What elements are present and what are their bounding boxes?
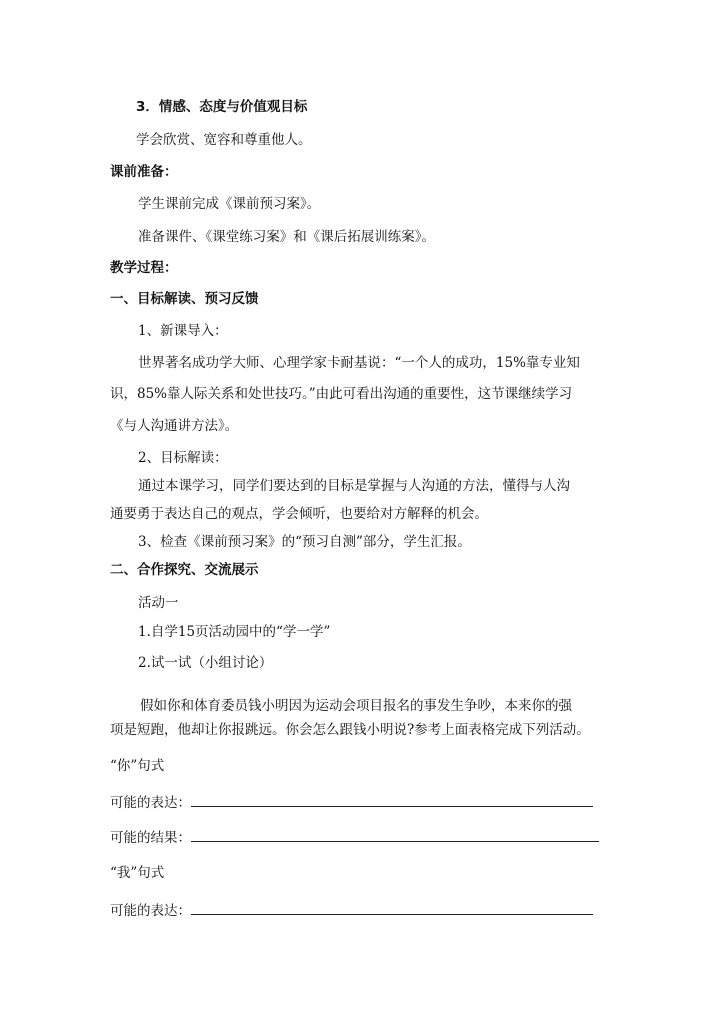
prep-item-2: 准备课件、《课堂练习案》和《课后拓展训练案》。 bbox=[138, 229, 435, 245]
process-heading: 教学过程： bbox=[110, 260, 178, 276]
result-answer-line[interactable] bbox=[191, 827, 599, 842]
goal-line-1: 通过本课学习，同学们要达到的目标是掌握与人沟通的方法，懂得与人沟 bbox=[138, 478, 570, 494]
me-expression-row bbox=[110, 900, 593, 920]
possible-expression-label-2: 可能的表达： bbox=[110, 903, 191, 919]
section1-item3: 3、检查《课前预习案》的“预习自测”部分，学生汇报。 bbox=[138, 534, 471, 550]
intro-line-3: 《与人沟通讲方法》。 bbox=[110, 418, 239, 434]
section2-heading: 二、合作探究、交流展示 bbox=[110, 562, 259, 578]
goal3-heading: 3．情感、态度与价值观目标 bbox=[136, 99, 308, 115]
intro-line-2: 识，85%靠人际关系和处世技巧。”由此可看出沟通的重要性，这节课继续学习 bbox=[110, 386, 573, 402]
activity-item-2: 2.试一试（小组讨论） bbox=[138, 655, 273, 671]
you-result-row bbox=[110, 827, 599, 847]
goal-line-2: 通要勇于表达自己的观点，学会倾听，也要给对方解释的机会。 bbox=[110, 506, 488, 522]
activity-1-label: 活动一 bbox=[138, 595, 179, 611]
section1-item1: 1、新课导入： bbox=[138, 323, 228, 339]
you-expression-row bbox=[110, 792, 593, 812]
expression-answer-line-2[interactable] bbox=[191, 900, 593, 915]
you-pattern-label: “你”句式 bbox=[110, 758, 165, 774]
intro-line-1: 世界著名成功学大师、心理学家卡耐基说：“一个人的成功，15%靠专业知 bbox=[138, 355, 580, 371]
expression-answer-line[interactable] bbox=[191, 792, 593, 807]
scenario-line-1: 假如你和体育委员钱小明因为运动会项目报名的事发生争吵，本来你的强 bbox=[140, 698, 572, 714]
goal3-text: 学会欣赏、宽容和尊重他人。 bbox=[136, 132, 312, 148]
activity-item-1: 1.自学15页活动园中的“学一学” bbox=[138, 624, 331, 640]
possible-result-label: 可能的结果： bbox=[110, 830, 191, 846]
section1-heading: 一、目标解读、预习反馈 bbox=[110, 291, 259, 307]
prep-item-1: 学生课前完成《课前预习案》。 bbox=[138, 196, 321, 212]
possible-expression-label: 可能的表达： bbox=[110, 795, 191, 811]
scenario-line-2: 项是短跑，他却让你报跳远。你会怎么跟钱小明说?参考上面表格完成下列活动。 bbox=[110, 722, 590, 738]
me-pattern-label: “我”句式 bbox=[110, 865, 165, 881]
section1-item2: 2、目标解读： bbox=[138, 450, 228, 466]
prep-heading: 课前准备： bbox=[110, 164, 178, 180]
